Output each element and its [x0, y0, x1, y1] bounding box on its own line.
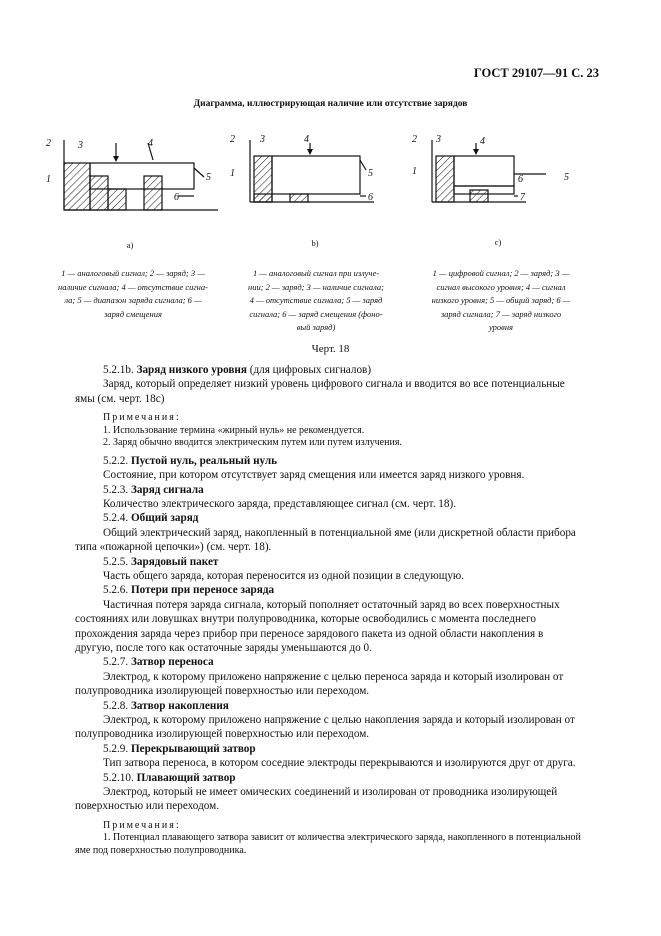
fig-b-sublabel: b)	[311, 238, 319, 248]
section-5-2-2-text: Состояние, при котором отсутствует заряд смещения или имеется заряд низкого уровня.	[103, 469, 525, 482]
main-text	[75, 363, 583, 857]
fig-c-label-1: 1	[412, 166, 417, 177]
fig-b-label-3: 3	[260, 134, 265, 145]
notes-1-item-2: 2. Заряд обычно вводится электрическим путем или путем излучения.	[103, 437, 402, 449]
fig-b-label-1: 1	[230, 168, 235, 179]
fig-b-label-6: 6	[368, 192, 373, 203]
chert-label: Черт. 18	[311, 343, 350, 355]
fig-a-axis-label: 2	[46, 138, 51, 149]
section-5-2-6-heading: 5.2.6. Потери при переносе заряда	[103, 584, 275, 597]
section-5-2-8-heading: 5.2.8. Затвор накопления	[103, 699, 229, 712]
fig-c-caption: 1 — цифровой сигнал; 2 — заряд; 3 — сигнал высокого уровня; 4 — сигнал низкого уровня; 5 — общий заряд; 6 — заряд сигнала; 7 — заряд низкого уровня	[431, 268, 571, 332]
fig-a-label-1: 1	[46, 174, 51, 185]
fig-c-label-7: 7	[520, 192, 525, 203]
fig-a-caption: 1 — аналоговый сигнал; 2 — заряд; 3 — наличие сигнала; 4 — отсутствие сигна- ла; 5 — диапазон заряда сигнала; 6 — заряд смещения	[58, 268, 208, 319]
section-5-2-1b-text: Заряд, который определяет низкий уровень цифрового сигнала и вводится во все потенциальные ямы (см. черт. 18c)	[75, 378, 565, 405]
fig-b-caption: 1 — аналоговый сигнал при излуче- нии; 2 — заряд; 3 — наличие сигнала; 4 — отсутствие сигнала; 5 — заряд сигнала; 6 — заряд смещения (фоно- вый заряд)	[247, 268, 385, 332]
section-5-2-4-text: Общий электрический заряд, накопленный в потенциальной яме (или дискретной области прибора типа «пожарной цепочки») (см. черт. 18).	[75, 526, 576, 554]
fig-c-label-3: 3	[436, 134, 441, 145]
fig-c-axis-label: 2	[412, 134, 417, 145]
notes-2-title: Примечания:	[103, 819, 181, 831]
section-5-2-2-heading: 5.2.2. Пустой нуль, реальный нуль	[103, 454, 278, 467]
fig-b-label-5: 5	[368, 168, 373, 179]
diagram-title: Диаграмма, иллюстрирующая наличие или отсутствие зарядов	[193, 99, 468, 109]
fig-a-label-6: 6	[174, 192, 179, 203]
fig-c-label-4: 4	[480, 136, 485, 147]
section-5-2-4-heading: 5.2.4. Общий заряд	[103, 512, 199, 525]
fig-c-label-5: 5	[564, 172, 569, 183]
section-5-2-8-text: Электрод, к которому приложено напряжение с целью накопления заряда и который изолирован от полупроводника изолирующей поверхностью или переходом.	[75, 714, 575, 741]
section-5-2-9-text: Тип затвора переноса, в котором соседние электроды перекрываются и изолируются друг от друга.	[103, 757, 576, 770]
fig-a-label-4: 4	[148, 138, 153, 149]
section-5-2-7-text: Электрод, к которому приложено напряжение с целью переноса заряда и который изолирован от полупроводника изолирующей поверхностью или переходом.	[75, 670, 564, 698]
fig-a-label-3: 3	[78, 140, 83, 151]
section-5-2-9-heading: 5.2.9. Перекрывающий затвор	[103, 742, 256, 755]
section-5-2-5-text: Часть общего заряда, которая переносится из одной позиции в следующую.	[103, 569, 465, 582]
section-5-2-10-heading: 5.2.10. Плавающий затвор	[103, 771, 236, 784]
section-5-2-5-heading: 5.2.5. Зарядовый пакет	[103, 555, 219, 568]
section-5-2-1b-heading: 5.2.1b. Заряд низкого уровня (для цифровых сигналов)	[103, 364, 372, 376]
fig-b-axis-label: 2	[230, 134, 235, 145]
notes-1-title: Примечания:	[103, 412, 181, 424]
notes-2-item-1: 1. Потенциал плавающего затвора зависит от количества электрического заряда, накопленного в потенциальной яме под поверхностью полупроводника.	[75, 832, 581, 856]
page-header: ГОСТ 29107—91 С. 23	[473, 66, 599, 80]
section-5-2-3-text: Количество электрического заряда, представляющее сигнал (см. черт. 18).	[103, 497, 456, 510]
figure-c-diagram	[406, 130, 606, 225]
fig-b-label-4: 4	[304, 134, 309, 145]
figure-b-diagram	[224, 130, 424, 225]
section-5-2-7-heading: 5.2.7. Затвор переноса	[103, 656, 214, 669]
fig-c-sublabel: c)	[494, 237, 502, 247]
notes-1-item-1: 1. Использование термина «жирный нуль» не рекомендуется.	[103, 424, 365, 436]
section-5-2-6-text: Частичная потеря заряда сигнала, который пополняет остаточный заряд во всех поверхностных состояниях или ловушках внутри полупроводника, которые освободились с момента последнего прохождения заряда через прибор при переносе зарядового пакета из одной области накопления в другую, после того как остаточные заряды уменьшаются до 0.	[75, 598, 560, 654]
fig-a-label-5: 5	[206, 172, 211, 183]
fig-c-label-6: 6	[518, 174, 523, 185]
section-5-2-3-heading: 5.2.3. Заряд сигнала	[103, 483, 204, 496]
fig-a-sublabel: a)	[126, 240, 134, 250]
figure-a-diagram	[28, 130, 228, 225]
section-5-2-10-text: Электрод, который не имеет омических соединений и изолирован от проводника изолирующей поверхностью или переходом.	[75, 786, 558, 813]
